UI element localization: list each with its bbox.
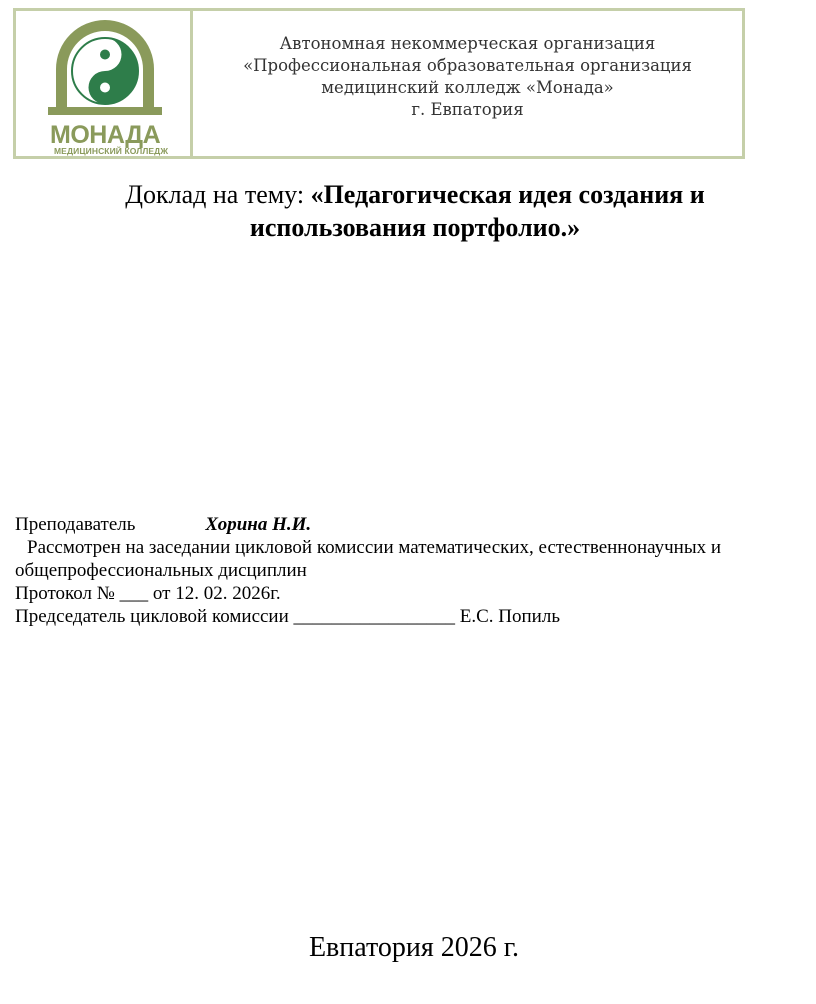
header-box bbox=[13, 8, 745, 159]
chairman-line: Председатель цикловой комиссии _________________ Е.С. Попиль bbox=[15, 606, 560, 627]
org-line-4: г. Евпатория bbox=[411, 100, 524, 119]
title-topic-line-2: использования портфолио.» bbox=[249, 213, 581, 242]
report-title bbox=[20, 178, 810, 244]
logo-word: МОНАДА bbox=[50, 121, 161, 149]
teacher-label: Преподаватель bbox=[15, 514, 136, 535]
teacher-name: Хорина Н.И. bbox=[205, 514, 312, 535]
org-line-3: медицинский колледж «Монада» bbox=[321, 78, 614, 97]
organization-name bbox=[193, 11, 742, 156]
reviewed-line-1: Рассмотрен на заседании цикловой комиссии математических, естественнонаучных и bbox=[27, 537, 722, 558]
logo-subtitle: МЕДИЦИНСКИЙ КОЛЛЕДЖ bbox=[54, 146, 169, 156]
report-info bbox=[15, 513, 815, 628]
protocol-line: Протокол № ___ от 12. 02. 2026г. bbox=[15, 583, 281, 604]
logo bbox=[16, 11, 193, 156]
title-prefix: Доклад на тему: bbox=[125, 180, 311, 209]
yin-yang-icon bbox=[42, 17, 168, 121]
org-line-1: Автономная некоммерческая организация bbox=[279, 34, 656, 53]
reviewed-line-2: общепрофессиональных дисциплин bbox=[15, 560, 307, 581]
footer-city-year: Евпатория 2026 г. bbox=[308, 932, 520, 963]
org-line-2: «Профессиональная образовательная организация bbox=[243, 56, 692, 75]
teacher-line bbox=[15, 513, 815, 536]
title-topic-line-1: «Педагогическая идея создания и bbox=[310, 180, 705, 209]
